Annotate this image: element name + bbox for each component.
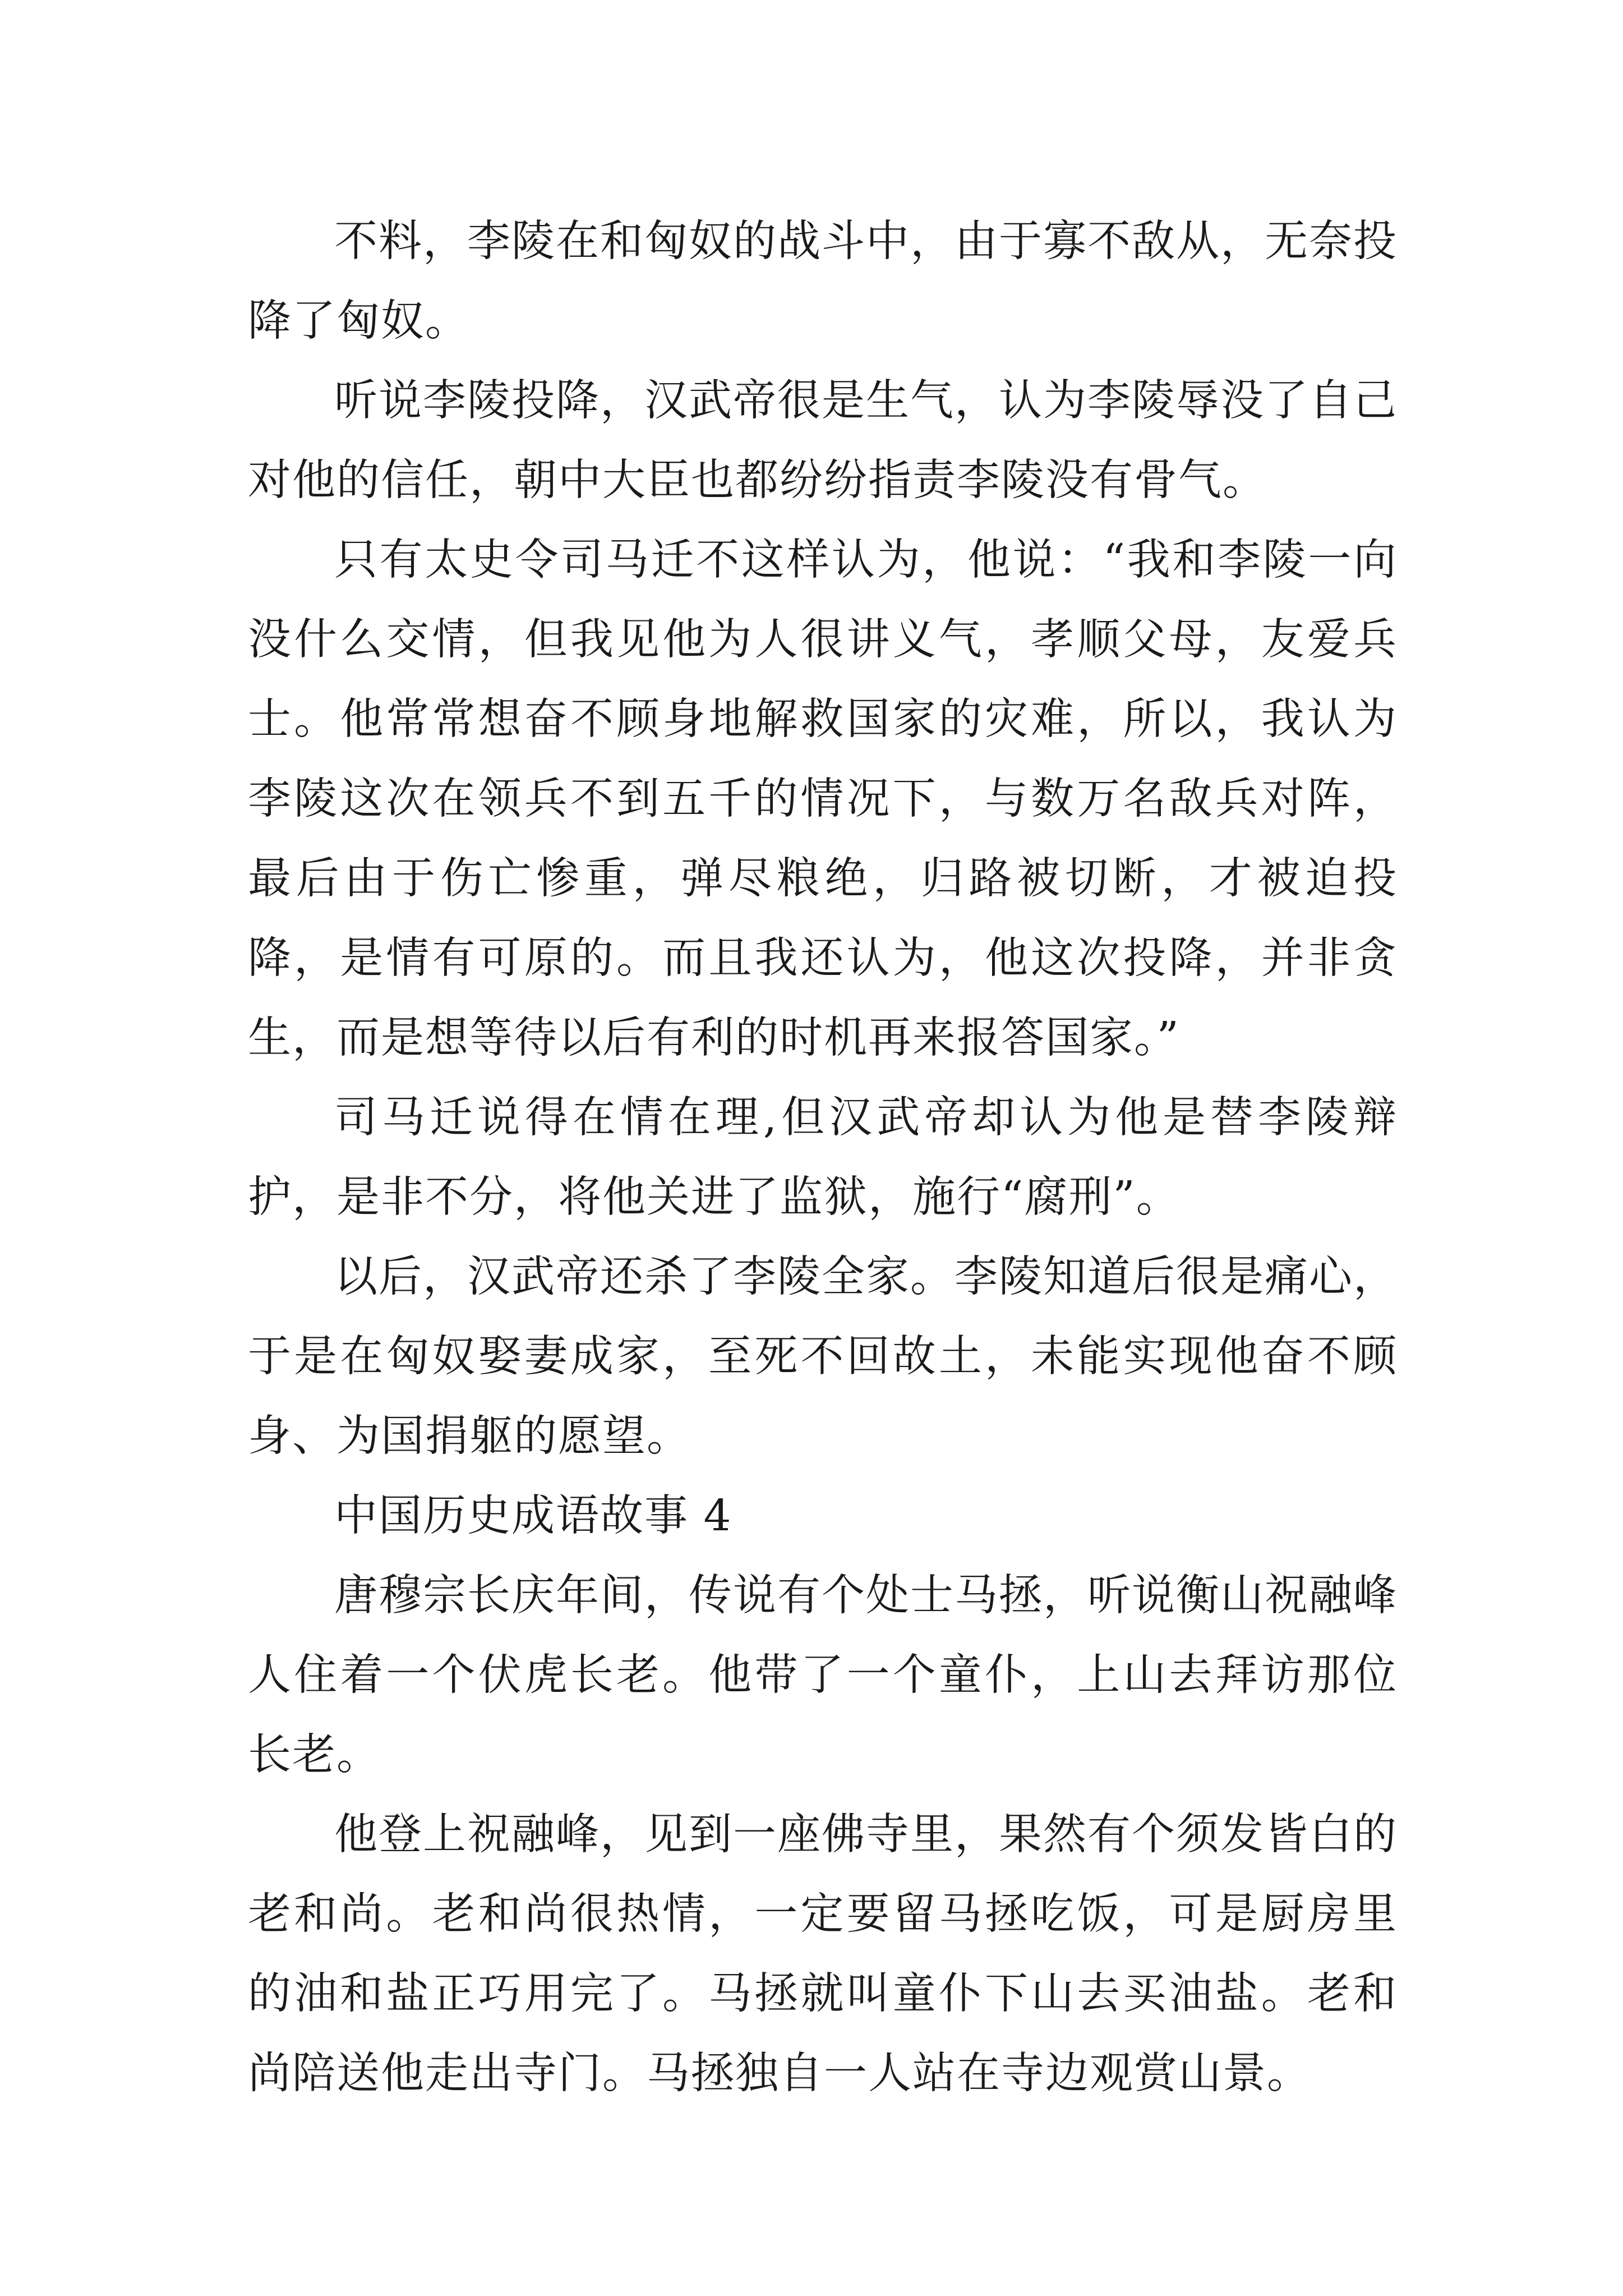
paragraph-old-monk: 他登上祝融峰，见到一座佛寺里，果然有个须发皆白的老和尚。老和尚很热情，一定要留马拯吃饭，可是厨房里的油和盐正巧用完了。马拯就叫童仆下山去买油盐。老和尚陪送他走出寺门。马拯独自一人站在寺边观赏山景。 <box>248 1810 1398 2099</box>
paragraph-li-ling-family-killed: 以后，汉武帝还杀了李陵全家。李陵知道后很是痛心，于是在匈奴娶妻成家，至死不回故土，未能实现他奋不顾身、为国捐躯的愿望。 <box>248 1252 1398 1461</box>
paragraph-emperor-angry: 听说李陵投降，汉武帝很是生气，认为李陵辱没了自己对他的信任，朝中大臣也都纷纷指责李陵没有骨气。 <box>248 376 1398 505</box>
paragraph-li-ling-surrenders: 不料，李陵在和匈奴的战斗中，由于寡不敌从，无奈投降了匈奴。 <box>248 217 1398 346</box>
section-heading: 中国历史成语故事 4 <box>334 1491 732 1541</box>
paragraph-ma-zheng-visit: 唐穆宗长庆年间，传说有个处士马拯，听说衡山祝融峰人住着一个伏虎长老。他带了一个童仆，上山去拜访那位长老。 <box>248 1571 1398 1780</box>
paragraph-sima-qian-defends: 只有太史令司马迁不这样认为，他说：“我和李陵一向没什么交情，但我见他为人很讲义气，孝顺父母，友爱兵士。他常常想奋不顾身地解救国家的灾难，所以，我认为李陵这次在领兵不到五千的情况下，与数万名敌兵对阵，最后由于伤亡惨重，弹尽粮绝，归路被切断，才被迫投降，是情有可原的。而且我还认为，他这次投降，并非贪生，而是想等待以后有利的时机再来报答国家。” <box>248 535 1398 1063</box>
document-body <box>248 202 1398 2114</box>
paragraph-sima-qian-punished: 司马迁说得在情在理,但汉武帝却认为他是替李陵辩护，是非不分，将他关进了监狱，施行“腐刑”。 <box>248 1093 1398 1222</box>
